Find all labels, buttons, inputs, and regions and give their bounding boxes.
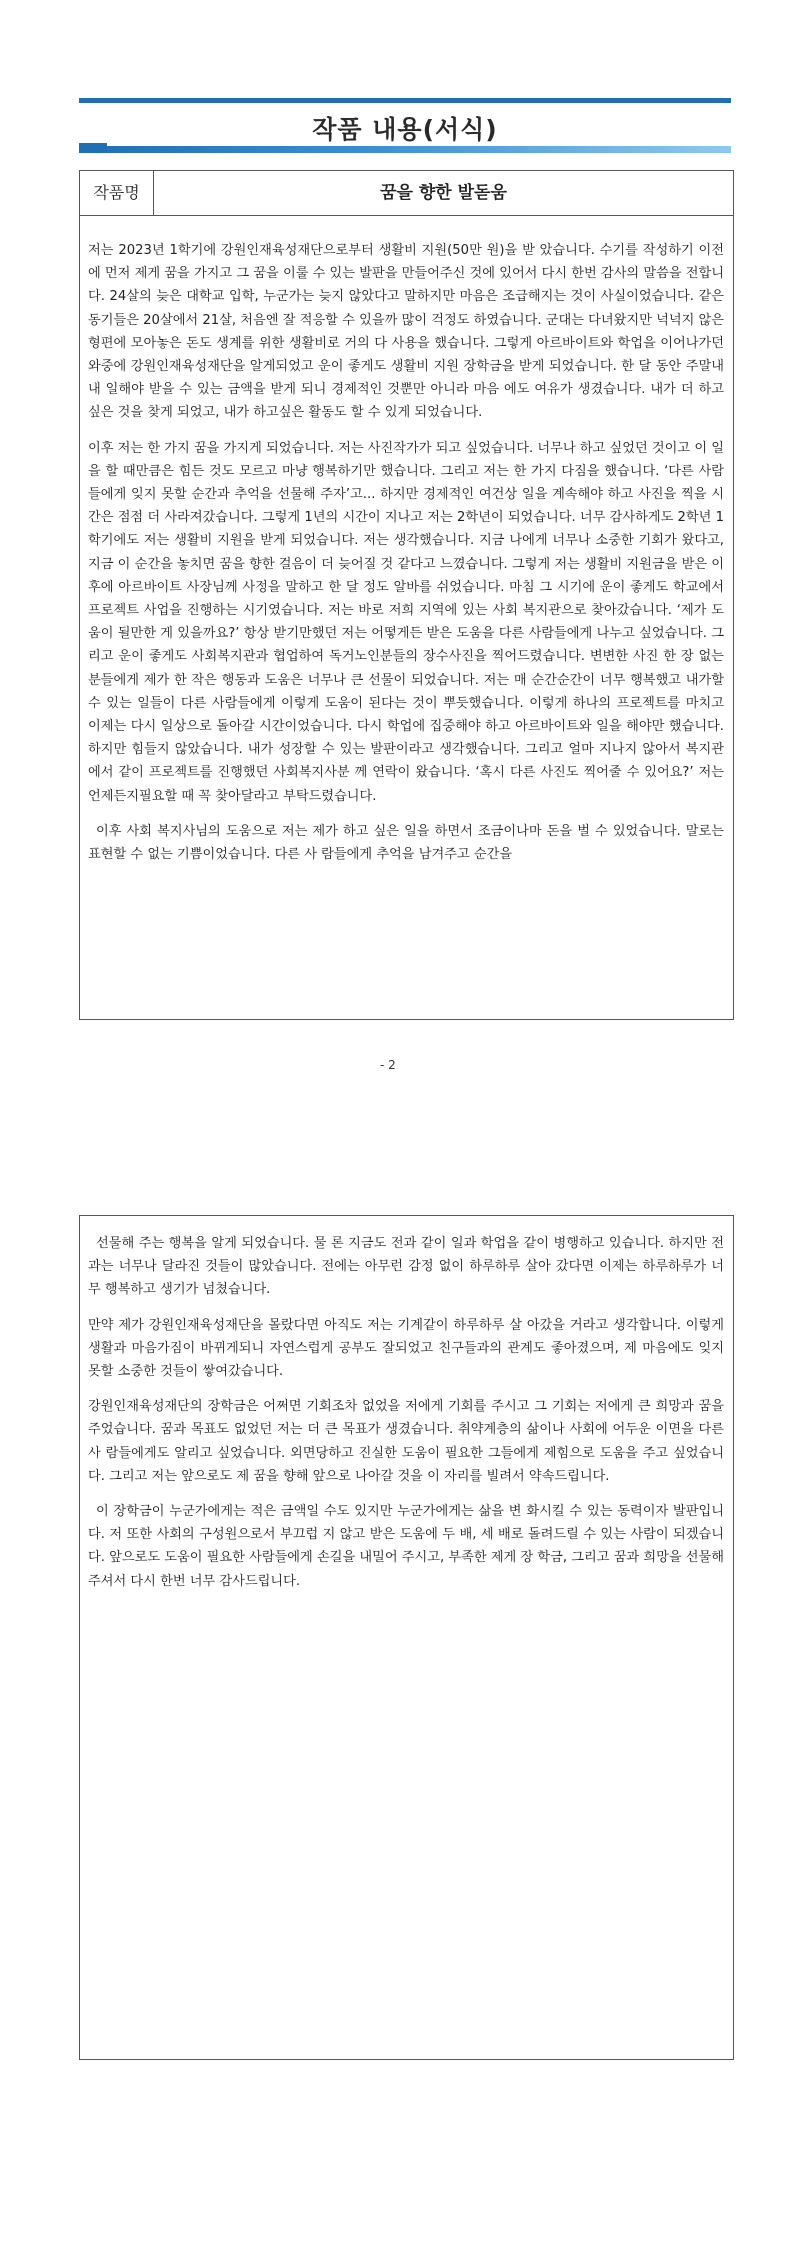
paragraph: 강원인재육성재단의 장학금은 어쩌면 기회조차 없었을 저에게 기회를 주시고 그 기회는 저에게 큰 희망과 꿈을 주었습니다. 꿈과 목표도 없었던 저는 더 큰 목표가 생겼습니다. 취약계층의 삶이나 사회에 어두운 이면을 다른 사 람들에게도 알리고 싶었습니다. 외면당하고 진실한 도움이 필요한 그들에게 제힘으로 도움을 주고 싶었습니다. 그리고 저는 앞으로도 제 꿈을 향해 앞으로 나아갈 것을 이 자리를 빌려서 약속드립니다.: [88, 1399, 724, 1484]
title-row: [80, 171, 733, 216]
header-top-bar: [79, 98, 731, 103]
title-label: 작품명: [80, 171, 154, 215]
paragraph: 만약 제가 강원인재육성재단을 몰랐다면 아직도 저는 기계같이 하루하루 살 아갔을 거라고 생각합니다. 이렇게 생활과 마음가짐이 바뀌게되니 자연스럽게 공부도 잘되었고 친구들과의 관계도 좋아졌으며, 제 마음에도 잊지 못할 소중한 것들이 쌓여갔습니다.: [88, 1317, 724, 1380]
essay-body-page1: [88, 239, 724, 878]
paragraph: 선물해 주는 행복을 알게 되었습니다. 물 론 지금도 전과 같이 일과 학업을 같이 병행하고 있습니다. 하지만 전과는 너무나 달라진 것들이 많았습니다. 전에는 아무런 감정 없이 하루하루 살아 갔다면 이제는 하루하루가 너무 행복하고 생기가 넘쳤습니다.: [88, 1236, 724, 1298]
paragraph: 이 장학금이 누군가에게는 적은 금액일 수도 있지만 누군가에게는 삶을 변 화시킬 수 있는 동력이자 발판입니다. 저 또한 사회의 구성원으로서 부끄럽 지 않고 받은 도움에 두 배, 세 배로 돌려드릴 수 있는 사람이 되겠습니다. 앞으로도 도움이 필요한 사람들에게 손길을 내밀어 주시고, 부족한 제게 장 학금, 그리고 꿈과 희망을 선물해 주셔서 다시 한번 너무 감사드립니다.: [88, 1504, 724, 1589]
content-frame-page2: [79, 1215, 734, 2060]
paragraph: 이후 사회 복지사님의 도움으로 저는 제가 하고 싶은 일을 하면서 조금이나마 돈을 벌 수 있었습니다. 말로는 표현할 수 없는 기쁨이었습니다. 다른 사 람들에게 추억을 남겨주고 순간을: [88, 823, 724, 863]
content-frame-page1: [79, 170, 734, 1020]
page-header: [79, 98, 731, 158]
essay-body-page2: [88, 1232, 724, 1605]
header-bottom-bar: [79, 146, 731, 153]
work-title: 꿈을 향한 발돋움: [380, 183, 507, 203]
paragraph: 이후 저는 한 가지 꿈을 가지게 되었습니다. 저는 사진작가가 되고 싶었습니다. 너무나 하고 싶었던 것이고 이 일을 할 때만큼은 힘든 것도 모르고 마냥 행복하기만 했습니다. 그리고 저는 한 가지 다짐을 했습니다. ‘다른 사람들에게 잊지 못할 순간과 추억을 선물해 주자’고... 하지만 경제적인 여건상 일을 계속해야 하고 사진을 찍을 시간은 점점 더 사라져갔습니다. 그렇게 1년의 시간이 지나고 저는 2학년이 되었습니다. 너무 감사하게도 2학년 1학기에도 저는 생활비 지원을 받게 되었습니다. 저는 생각했습니다. 지금 나에게 너무나 소중한 기회가 왔다고, 지금 이 순간을 놓치면 꿈을 향한 걸음이 더 늦어질 것 같다고 느꼈습니다. 그렇게 저는 생활비 지원금을 받은 이후에 아르바이트 사장님께 사정을 말하고 한 달 정도 알바를 쉬었습니다. 마침 그 시기에 운이 좋게도 학교에서 프로젝트 사업을 진행하는 시기였습니다. 저는 바로 저희 지역에 있는 사회 복지관으로 찾아갔습니다. ‘제가 도움이 될만한 게 있을까요?’ 항상 받기만했던 저는 어떻게든 받은 도움을 다른 사람들에게 나누고 싶었습니다. 그리고 운이 좋게도 사회복지관과 협업하여 독거노인분들의 장수사진을 찍어드렸습니다. 변변한 사진 한 장 없는 분들에게 제가 한 작은 행동과 도움은 너무나 큰 선물이 되었습니다. 저는 매 순간순간이 너무 행복했고 내가할 수 있는 일들이 다른 사람들에게 이렇게 도움이 된다는 것이 뿌듯했습니다. 이렇게 하나의 프로젝트를 마치고 이제는 다시 일상으로 돌아갈 시간이었습니다. 다시 학업에 집중해야 하고 아르바이트와 일을 해야만 했습니다. 하지만 힘들지 않았습니다. 내가 성장할 수 있는 발판이라고 생각했습니다. 그리고 얼마 지나지 않아서 복지관에서 같이 프로젝트를 진행했던 사회복지사분 께 연락이 왔습니다. ‘혹시 다른 사진도 찍어줄 수 있어요?’ 저는 언제든지필요할 때 꼭 찾아달라고 부탁드렸습니다.: [88, 440, 724, 804]
page-title: 작품 내용(서식): [312, 115, 498, 144]
paragraph: 저는 2023년 1학기에 강원인재육성재단으로부터 생활비 지원(50만 원)을 받 았습니다. 수기를 작성하기 이전에 먼저 제게 꿈을 가지고 그 꿈을 이룰 수 있는 발판을 만들어주신 것에 있어서 다시 한번 감사의 말씀을 전합니다. 24살의 늦은 대학교 입학, 누군가는 늦지 않았다고 말하지만 마음은 조급해지는 것이 사실이었습니다. 같은 동기들은 20살에서 21살, 처음엔 잘 적응할 수 있을까 많이 걱정도 하였습니다. 군대는 다녀왔지만 넉넉지 않은 형편에 모아놓은 돈도 생계를 위한 생활비로 거의 다 사용을 했습니다. 그렇게 아르바이트와 학업을 이어나가던 와중에 강원인재육성재단을 알게되었고 운이 좋게도 생활비 지원 장학금을 받게 되었습니다. 한 달 동안 주말내내 일해야 받을 수 있는 금액을 받게 되니 경제적인 것뿐만 아니라 마음 에도 여유가 생겼습니다. 내가 더 하고 싶은 것을 찾게 되었고, 내가 하고싶은 활동도 할 수 있게 되었습니다.: [88, 243, 724, 421]
page-number: - 2: [380, 1058, 396, 1072]
